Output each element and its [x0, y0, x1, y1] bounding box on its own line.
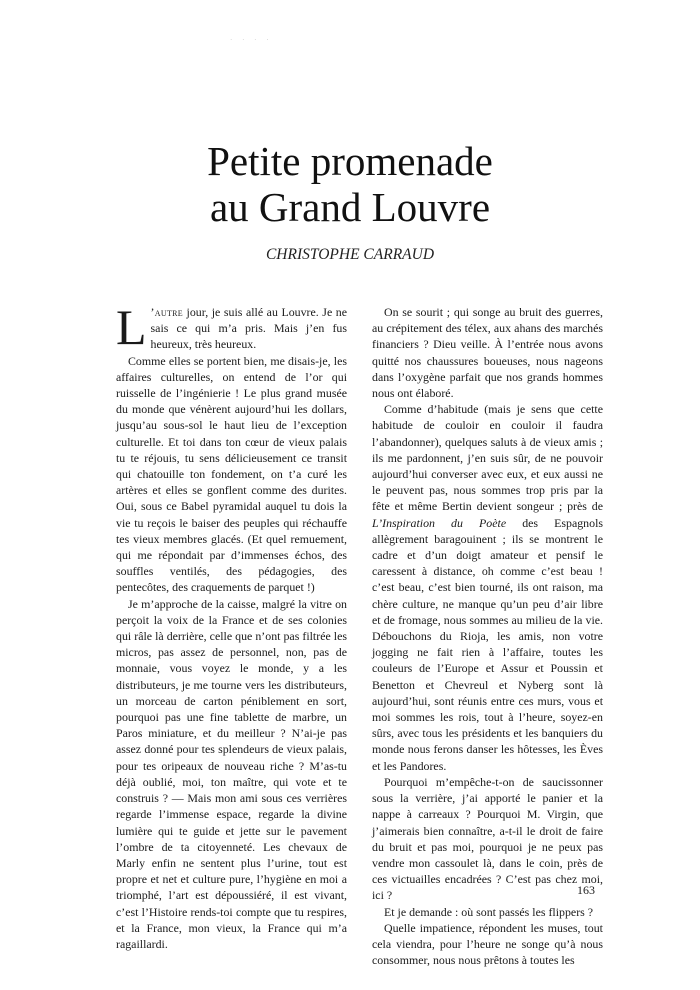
text-column-left [116, 299, 347, 952]
drop-cap: L [116, 299, 147, 355]
paragraph-6: Pourquoi m’empêche-t-on de saucissonner sous la verrière, j’ai apporté le panier et la nappe à carreaux ? Pourquoi M. Virgin, que j’aimerais bien connaître, a-t-il le droit de faire du bruit et pas moi, pourquoi je ne peux pas vendre mon cassoulet là, dans le coin, près de ces victuailles encadrées ? C’est pas chez moi, ici ? [372, 774, 603, 903]
article-title [0, 138, 700, 230]
paragraph-5-end: des Espagnols allègrement baragouinent ; ils se montrent le cadre et d’un doigt amateur et pensif le caressent à distance, oh comme c’est beau ! c’est beau, c’est bien tourné, ils ont raison, ma chère culture, ne manque qu’un peu d’air libre et de fromage, nous sommes au milieu de la vie. Débouchons du Rioja, les amis, non votre jogging ne fait rien à l’affaire, toutes les couleurs de l’Europe et Assur et Poussin et Benetton et Chevreul et Nyberg sont là aujourd’hui, sont réunis entre ces murs, vous et moi sommes les rois, tout à l’heure, soyez-en sûrs, avec tous les présidents et les banquiers du monde nous ferons danser les hôtesses, les Èves et les Pandores. [372, 515, 603, 773]
paragraph-8: Quelle impatience, répondent les muses, tout cela viendra, pour l’heure ne songe qu’à nous consommer, nous nous prêtons à toutes les [372, 920, 603, 968]
text-column-right [372, 304, 603, 968]
page-number: 163 [577, 883, 595, 897]
title-line-2: au Grand Louvre [209, 184, 491, 230]
paragraph-1 [116, 299, 347, 355]
paragraph-5 [372, 401, 603, 774]
artwork-title: L’Inspiration du Poète [372, 515, 507, 530]
opening-word: ’autre [150, 305, 183, 319]
paragraph-1-text: jour, je suis allé au Louvre. Je ne sais ce qui m’a pris. Mais j’en fus heureux, très heureux. [150, 305, 347, 352]
page-mark: · · · · [230, 36, 273, 44]
author-name: CHRISTOPHE CARRAUD [265, 246, 435, 263]
paragraph-2: Comme elles se portent bien, me disais-je, les affaires culturelles, on entend de l’or qui ruisselle de l’ingénierie ! Le plus grand musée du monde que vénèrent aujourd’hui les dollars, jusqu’au sous-sol le haut lieu de l’exception culturelle. Et toi dans ton cœur de vieux palais tu te réjouis, tu sens délicieusement ce transit qui chatouille ton fondement, on t’a curé les artères et elles se gonflent comme des durites. Oui, sous ce Babel pyramidal auquel tu dois la vie tu reçois le baiser des peuples qui réchauffe tes vieux membres glacés. (Et quel remuement, qui me répondait par d’immenses échos, des souffles ventilés, des pédagogies, des pentecôtes, des craquements de parquet !) [116, 353, 347, 595]
paragraph-4: On se sourit ; qui songe au bruit des guerres, au crépitement des télex, aux ahans des marchés financiers ? Dieu veille. À l’entrée nous avons quitté nos chaussures boueuses, nous nageons dans l’oxygène parfait que nos grands hommes nous ont élaboré. [372, 305, 603, 401]
paragraph-5-start: Comme d’habitude (mais je sens que cette habitude de couloir en couloir il faudra l’abandonner), quelques saluts à de vieux amis ; ils me pardonnent, j’en suis sûr, de ne pouvoir aujourd’hui converser avec eux, et eux aussi ne le peuvent pas, nous sommes trop pris par la fête et même Bertin devient songeur ; près de [372, 402, 603, 514]
paragraph-3: Je m’approche de la caisse, malgré la vitre on perçoit la voix de la France et de ses colonies qui râle là derrière, celle que n’ont pas filtrée les micros, pas assez de personnel, non, pas de monnaie, vous voyez le monde, y a les distributeurs, je me tourne vers les distributeurs, un morceau de carton péniblement en sort, pourquoi pas une fine tablette de marbre, un Paros miniature, et du meilleur ? N’ai-je pas assez donné pour tes splendeurs de vieux palais, pour tes oripeaux de nouveau riche ? M’as-tu déjà oublié, moi, ton maître, qui vote et te construis ? — Mais mon ami sous ces verrières regarde l’immense espace, regarde la divine lumière qui te guide et jette sur le pavement l’ombre de ta citoyenneté. Les chevaux de Marly enfin ne sentent plus l’urine, tout est propre et net et culture pure, l’hygiène en moi a triomphé, l’art est dépoussiéré, il est vivant, c’est l’Histoire rends-toi compte que tu respires, et la France, mon vieux, la France qui m’a ragaillardi. [116, 596, 347, 951]
paragraph-7: Et je demande : où sont passés les flippers ? [384, 904, 594, 919]
title-line-1: Petite promenade [207, 138, 493, 184]
